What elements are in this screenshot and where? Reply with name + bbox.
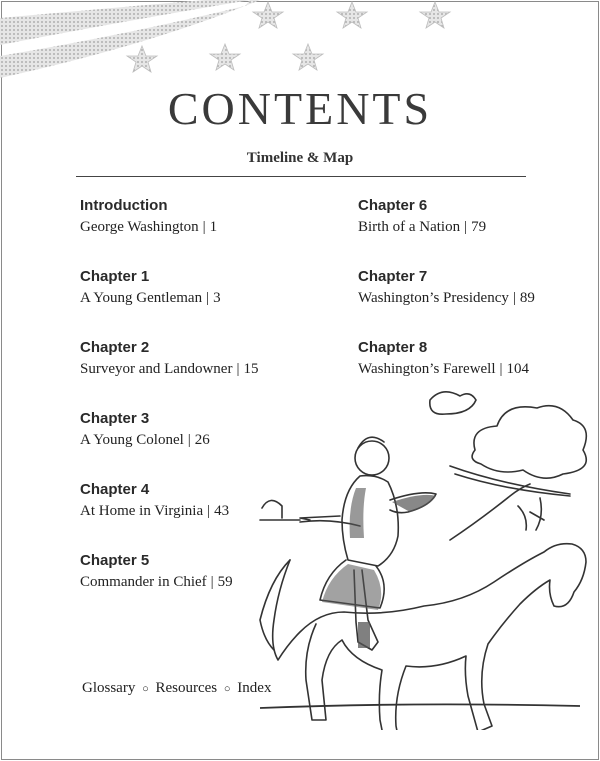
toc-line (80, 503, 229, 520)
toc-entry-chapter-4[interactable] (80, 481, 229, 520)
toc-line (80, 432, 210, 449)
toc-page-number: 59 (217, 574, 233, 590)
toc-separator: | (187, 432, 191, 448)
toc-separator: | (236, 361, 240, 377)
toc-entry-chapter-6[interactable] (358, 197, 486, 236)
toc-title: George Washington (80, 219, 199, 235)
star-icon (293, 44, 323, 70)
glossary-link[interactable]: Glossary (82, 680, 136, 696)
star-icon (420, 2, 450, 28)
cloud-icon (472, 406, 586, 478)
timeline-map-link[interactable]: Timeline & Map (246, 150, 354, 166)
toc-title: Surveyor and Landowner (80, 361, 233, 377)
toc-page-number: 89 (519, 290, 535, 306)
toc-heading: Chapter 7 (358, 268, 428, 285)
toc-title: Commander in Chief (80, 574, 207, 590)
toc-separator: | (202, 219, 206, 235)
toc-entry-chapter-1[interactable] (80, 268, 221, 307)
toc-separator: | (210, 574, 214, 590)
toc-page-number: 3 (213, 290, 221, 306)
toc-line (80, 574, 233, 591)
page-title: CONTENTS (167, 83, 433, 134)
toc-separator: | (207, 503, 211, 519)
toc-entry-introduction[interactable] (80, 197, 217, 236)
toc-separator: | (206, 290, 210, 306)
toc-entry-chapter-2[interactable] (80, 339, 258, 378)
rider-head (355, 441, 389, 475)
toc-separator: | (464, 219, 468, 235)
divider (76, 176, 526, 177)
toc-line (358, 290, 535, 307)
toc-page-number: 79 (471, 219, 487, 235)
toc-heading: Chapter 5 (80, 552, 150, 569)
toc-heading: Introduction (80, 197, 168, 214)
toc-title: A Young Colonel (80, 432, 184, 448)
toc-heading: Chapter 3 (80, 410, 150, 427)
toc-title: A Young Gentleman (80, 290, 203, 306)
flag-decoration (0, 0, 600, 90)
toc-page-number: 1 (209, 219, 218, 235)
toc-heading: Chapter 1 (80, 268, 150, 285)
toc-title: Washington’s Presidency (358, 290, 509, 306)
toc-page-number: 15 (243, 361, 259, 377)
toc-line (358, 361, 529, 378)
footer-links (82, 680, 271, 697)
toc-page-number: 104 (506, 361, 530, 377)
star-icon (210, 44, 240, 70)
toc-line (358, 219, 486, 236)
star-icon (127, 46, 157, 72)
toc-heading: Chapter 6 (358, 197, 428, 214)
toc-entry-chapter-5[interactable] (80, 552, 233, 591)
toc-page-number: 26 (194, 432, 210, 448)
toc-line (80, 290, 221, 307)
toc-separator: | (499, 361, 503, 377)
star-icon (253, 2, 283, 28)
toc-page-number: 43 (214, 503, 230, 519)
index-link[interactable]: Index (237, 680, 272, 696)
toc-heading: Chapter 8 (358, 339, 428, 356)
resources-link[interactable]: Resources (155, 680, 218, 696)
toc-entry-chapter-8[interactable] (358, 339, 529, 378)
bullet-separator: ○ (142, 683, 149, 695)
toc-line (80, 219, 217, 236)
toc-separator: | (512, 290, 516, 306)
toc-entry-chapter-7[interactable] (358, 268, 535, 307)
toc-line (80, 361, 258, 378)
washington-on-horse-illustration (250, 390, 590, 730)
horse (273, 544, 586, 730)
bullet-separator: ○ (223, 683, 231, 695)
toc-title: Washington’s Farewell (358, 361, 496, 377)
toc-title: Birth of a Nation (358, 219, 461, 235)
cloud-icon (430, 392, 476, 414)
toc-heading: Chapter 2 (80, 339, 150, 356)
star-icon (337, 2, 367, 28)
toc-title: At Home in Virginia (80, 503, 204, 519)
toc-heading: Chapter 4 (80, 481, 150, 498)
toc-entry-chapter-3[interactable] (80, 410, 210, 449)
